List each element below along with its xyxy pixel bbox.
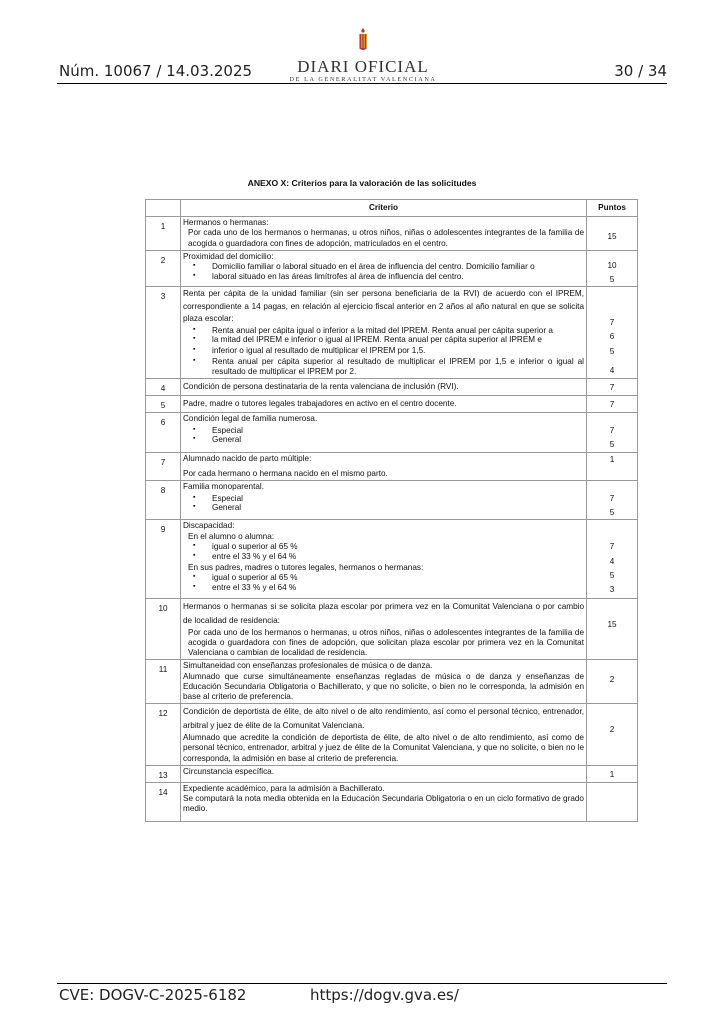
criterio-line: Por cada uno de los hermanos o hermanas, u otros niños, niñas o adolescentes integrantes de la familia de acogida o guardadora con fines de adopción, matriculados en el centro.: [188, 228, 584, 248]
table-row: [146, 250, 638, 286]
table-row: [146, 765, 638, 782]
criterio-line: Hermanos o hermanas si se solicita plaza escolar por primera vez en la Comunitat Valenciana o por cambio de localidad de residencia:: [183, 602, 584, 626]
crest-icon: [356, 28, 370, 52]
table-row: [146, 783, 638, 822]
row-number: 14: [146, 783, 181, 822]
col-number-header: [146, 200, 181, 217]
header-divider: [57, 83, 667, 84]
criterio-line: Proximidad del domicilio:: [183, 251, 274, 261]
criterio-bullet: ▪ Renta anual per cápita igual o inferior a la mitad del IPREM. Renta anual per cápita superior a: [183, 326, 584, 336]
points-value: 5: [609, 346, 615, 356]
table-row: [146, 599, 638, 660]
criterio-line: En sus padres, madres o tutores legales, hermanos o hermanas:: [188, 563, 424, 573]
criterio-bullet: ▪ igual o superior al 65 %: [183, 573, 584, 582]
table-row: [146, 378, 638, 395]
row-number: 8: [146, 480, 181, 519]
points-value: 4: [609, 365, 615, 375]
criterio-bullet: ▪ igual o superior al 65 %: [183, 542, 584, 552]
criterio-line: Simultaneidad con enseñanzas profesionales de música o de danza.: [183, 661, 433, 671]
points-value: 7: [609, 382, 615, 392]
table-row: [146, 452, 638, 480]
criterio-line: Discapacidad:: [183, 521, 235, 531]
row-points: [587, 413, 638, 452]
criterio-bullet: ▪ laboral situado en las áreas limítrofes al área de influencia del centro.: [183, 272, 584, 282]
criterio-bullet: ▪ General: [183, 435, 584, 450]
criterio-line: Alumnado nacido de parto múltiple:: [183, 453, 312, 463]
criterio-bullet: ▪ entre el 33 % y el 64 %: [183, 582, 584, 597]
row-number: 5: [146, 395, 181, 412]
criterio-line: Alumnado que curse simultáneamente enseñanzas regladas de música o de danza y enseñanzas de Educación Secundaria Obligatoria o Bachillerato, y que no solicite, o bien no le corresponda, la admisión en base al criterio de preferencia.: [183, 671, 584, 702]
row-number: 12: [146, 704, 181, 766]
row-points: [587, 395, 638, 412]
points-value: 5: [609, 440, 615, 450]
row-points: [587, 704, 638, 766]
criterio-line: Expediente académico, para la admisión a Bachillerato.: [183, 784, 385, 794]
row-criterio: [181, 660, 587, 704]
points-value: 7: [609, 318, 615, 328]
criterio-line: Renta per cápita de la unidad familiar (sin ser persona beneficiaria de la RVI) de acuerdo con el IPREM, correspondiente a 14 pagas, en relación al ejercicio fiscal anterior en 2 años al año natural en que se solicita plaza escolar:: [183, 289, 584, 324]
criterio-line: Familia monoparental.: [183, 481, 265, 491]
criterio-bullet: ▪ inferior o igual al resultado de multiplicar el IPREM por 1,5.: [183, 345, 584, 357]
row-criterio: [181, 287, 587, 379]
col-criterio-header: Criterio: [181, 200, 587, 217]
row-criterio: [181, 765, 587, 782]
row-criterio: [181, 217, 587, 251]
row-points: [587, 217, 638, 251]
points-value: 5: [609, 275, 615, 285]
row-criterio: [181, 250, 587, 286]
criterio-line: Por cada hermano o hermana nacido en el mismo parto.: [183, 468, 388, 478]
criterio-bullet: ▪ Domicilio familiar o laboral situado en el área de influencia del centro. Domicilio familiar o: [183, 262, 584, 272]
row-number: 7: [146, 452, 181, 480]
criterio-line: Se computará la nota media obtenida en la Educación Secundaria Obligatoria o en un ciclo formativo de grado medio.: [183, 794, 584, 814]
criterio-bullet: ▪ la mitad del IPREM e inferior o igual al IPREM. Renta anual per cápita superior al IPREM e: [183, 335, 584, 345]
table-row: [146, 480, 638, 519]
points-value: 6: [609, 332, 615, 342]
points-value: 1: [609, 769, 615, 779]
row-points: [587, 783, 638, 822]
row-points: [587, 378, 638, 395]
points-value: 2: [609, 725, 615, 735]
criterio-line: Padre, madre o tutores legales trabajadores en activo en el centro docente.: [183, 398, 457, 408]
points-value: 2: [609, 675, 615, 685]
criterio-line: Alumnado que acredite la condición de deportista de élite, de alto nivel o de alto rendimiento, así como de personal técnico, entrenador, arbitral y juez de élite de la Comunitat Valenciana, y que no solicite, o bien no le corresponda, la admisión en base al criterio de preferencia.: [183, 733, 584, 763]
points-value: 3: [609, 584, 615, 594]
row-number: 4: [146, 378, 181, 395]
points-value: 15: [607, 232, 617, 242]
criterio-line: Condición de deportista de élite, de alto nivel o de alto rendimiento, así como el personal técnico, entrenador, arbitral y juez de élite de la Comunitat Valenciana.: [183, 707, 584, 731]
criterio-line: Hermanos o hermanas:: [183, 218, 269, 228]
points-value: 7: [609, 493, 615, 503]
col-puntos-header: Puntos: [587, 200, 638, 217]
row-number: 13: [146, 765, 181, 782]
criterio-bullet: ▪ Especial: [183, 494, 584, 503]
site-url[interactable]: https://dogv.gva.es/: [310, 986, 459, 1004]
row-points: [587, 599, 638, 660]
criterio-bullet: ▪ Renta anual per cápita superior al resultado de multiplicar el IPREM por 1,5 e inferior o igual al resultado de multiplicar el IPREM por 2.: [183, 357, 584, 377]
criteria-table: [145, 199, 638, 822]
row-number: 11: [146, 660, 181, 704]
criterio-bullet: ▪ Especial: [183, 426, 584, 435]
row-number: 2: [146, 250, 181, 286]
cve-code: CVE: DOGV-C-2025-6182: [59, 986, 247, 1004]
criterio-bullet: ▪ General: [183, 503, 584, 518]
row-number: 1: [146, 217, 181, 251]
points-value: 10: [607, 260, 617, 270]
row-criterio: [181, 452, 587, 480]
criterio-line: Circunstancia específica.: [183, 766, 275, 776]
row-criterio: [181, 395, 587, 412]
points-value: 7: [609, 542, 615, 552]
points-value: 15: [607, 620, 617, 630]
table-row: [146, 287, 638, 379]
points-value: 7: [609, 399, 615, 409]
dogv-logo: [282, 28, 444, 83]
criterio-bullet: ▪ entre el 33 % y el 64 %: [183, 551, 584, 563]
criterio-line: Condición legal de familia numerosa.: [183, 414, 318, 424]
criterio-line: Condición de persona destinataria de la renta valenciana de inclusión (RVI).: [183, 381, 459, 391]
annex-title: ANEXO X: Criterios para la valoración de las solicitudes: [247, 178, 477, 188]
row-criterio: [181, 704, 587, 766]
table-row: [146, 704, 638, 766]
row-number: 9: [146, 520, 181, 599]
row-criterio: [181, 783, 587, 822]
points-value: 5: [609, 570, 615, 580]
logo-subtitle: DE LA GENERALITAT VALENCIANA: [289, 76, 437, 83]
page-number: 30 / 34: [614, 62, 667, 80]
row-points: [587, 250, 638, 286]
row-criterio: [181, 378, 587, 395]
row-criterio: [181, 599, 587, 660]
row-number: 10: [146, 599, 181, 660]
points-value: 1: [609, 454, 615, 464]
table-row: [146, 413, 638, 452]
criterio-line: En el alumno o alumna:: [188, 531, 275, 541]
row-criterio: [181, 413, 587, 452]
row-criterio: [181, 480, 587, 519]
table-row: [146, 217, 638, 251]
issue-number-date: Núm. 10067 / 14.03.2025: [59, 62, 253, 80]
logo-title: DIARI OFICIAL: [297, 57, 429, 76]
table-row: [146, 660, 638, 704]
row-number: 6: [146, 413, 181, 452]
row-points: [587, 452, 638, 480]
points-value: 7: [609, 426, 615, 436]
table-row: [146, 520, 638, 599]
row-number: 3: [146, 287, 181, 379]
row-points: [587, 287, 638, 379]
row-points: [587, 765, 638, 782]
criterio-line: Por cada uno de los hermanos o hermanas, u otros niños, niñas o adolescentes integrantes de la familia de acogida o guardadora con fines de adopción, que solicitan plaza escolar por primera vez en la Comunitat Valenciana o cambian de localidad de residencia.: [188, 628, 584, 658]
table-header-row: [146, 200, 638, 217]
row-points: [587, 660, 638, 704]
row-points: [587, 520, 638, 599]
row-criterio: [181, 520, 587, 599]
footer-divider: [57, 983, 667, 984]
table-row: [146, 395, 638, 412]
points-value: 5: [609, 508, 615, 518]
points-value: 4: [609, 556, 615, 566]
row-points: [587, 480, 638, 519]
